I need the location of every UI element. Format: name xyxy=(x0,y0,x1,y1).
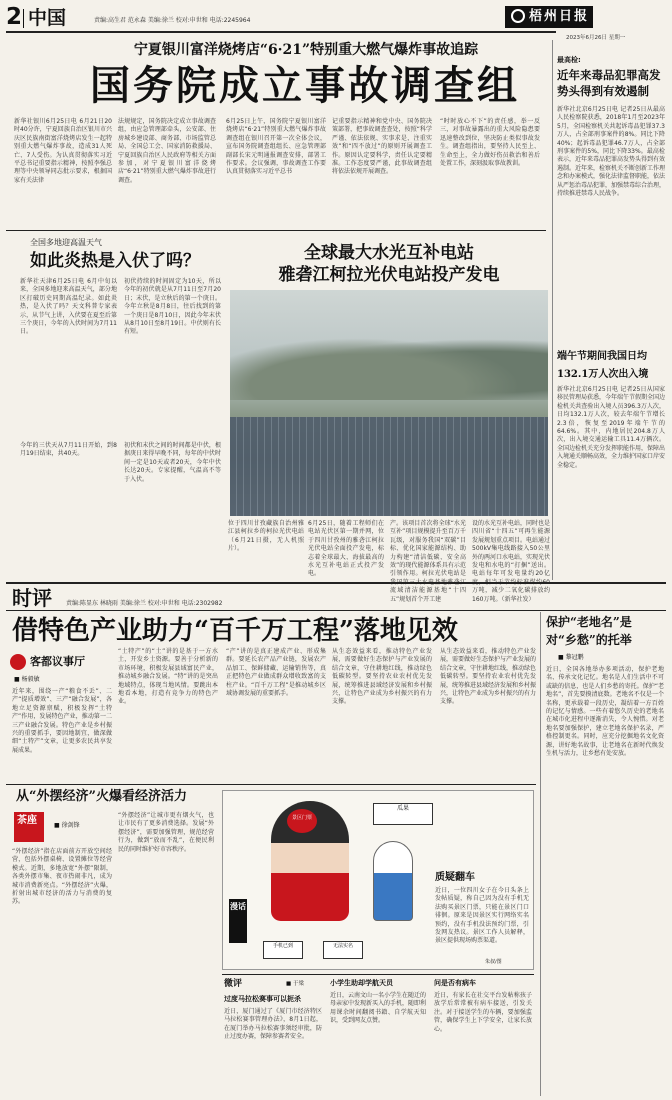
weiping-title: 过度马拉松赛事可以扼杀 xyxy=(224,994,301,1003)
lead-col2: 法规规定，国务院决定成立事故调查组，由应急管理部牵头，公安部、住房城乡建设部、商务部、市场监管总局、全国总工会、国家消防救援局、宁夏回族自治区人民政府等相关方面参加，对宁夏银川富洋烧烤店“6·21”特别重大燃气爆炸事故进行调查。 xyxy=(118,118,216,184)
essay-col4: 从生态效益来看，推动特色产业发展，需要做好生态保护与产业发展的结合文章，守住耕地红线，推动绿色低碳转型。要坚持农业农村优先发展，统筹推进县域经济发展和乡村振兴，让特色产业成为乡村振兴的有力支撑。 xyxy=(332,648,432,706)
right-title-2: 势头得到有效遏制 xyxy=(557,84,649,98)
section-name: 中国 xyxy=(28,7,67,29)
divider xyxy=(6,230,546,231)
teahouse-badge xyxy=(14,812,44,842)
side-author: ■ 黎冠鹏 xyxy=(558,654,584,661)
comic-box-2: 无法实名 xyxy=(323,941,363,959)
hydro-title-1: 全球最大水光互补电站 xyxy=(304,243,474,263)
bottom-essay-1: “外摆经济”指在店面前方开放空间经营，包括外摆桌椅、设置摊位等经营模式。近期，多地放宽“外摆”限制，各类外摆市集、夜市热闹非凡，成为城市消费新亮点。“外摆经济”火爆，折射出城市经济的活力与消费的复苏。 xyxy=(12,848,112,906)
right-title-3: 端午节期间我国日均 xyxy=(557,351,647,362)
section-rule xyxy=(6,582,666,584)
divider xyxy=(6,784,536,785)
section-rule xyxy=(6,610,666,611)
weiping-author: ■ 于梁 xyxy=(286,981,304,987)
brief-b-title: 问是否有病车 xyxy=(434,978,476,987)
bottom-kicker: 从“外摆经济”火爆看经济活力 xyxy=(16,789,187,804)
column-brand-name: 客都议事厅 xyxy=(30,655,85,668)
hydro-col-c: 设的水光互补电站，同时也是四川省“十四五”可再生能源发展规划重点项目。电站通过500kV集电线路接入50公里外的两河口水电站，实现光伏发电和水电的“打捆”送出。电站每年可发电量约20亿 万吨，减少二氧化碳排放约160万吨。（新华社发） xyxy=(472,520,551,603)
divider xyxy=(23,9,24,28)
right-column xyxy=(557,40,667,580)
essay-col2: “土特产”的“土”讲的是基于一方水土，开发乡土资源。要善于分析新的市场环境，积极发展县域富民产业，推动城乡融合发展。“特”讲的是突出地域特点，体现当地风情。要跳出本地看本地，打造有竞争力的特色产业。 xyxy=(118,648,218,706)
lower-headline: 借特色产业助力“百千万工程”落地见效 xyxy=(12,616,458,646)
comic-tag: 漫话 xyxy=(229,899,247,943)
brief-a-title: 小学生助却学航天员 xyxy=(330,978,393,987)
weather-col2: 初伏持续的时间固定为10天，所以今年的初伏就是从7月11日至7月20日；末伏，是立秋后的第一个庚日。今年立秋是8月8日，往后找到的第一个庚日是8月10日，因此今年末伏从8月10日至8月19日。中伏则有长有短。 xyxy=(124,278,221,336)
paper-name: 梧州日报 xyxy=(529,9,590,24)
page-section-header xyxy=(6,6,78,30)
mountain-shape xyxy=(230,330,548,400)
hydro-col-a: 6月25日，随着工程师们在电站光伏区第一期并网，位于四川甘孜州的雅砻江柯拉光伏电站全面投产发电，标志着全球最大、海拔最高的水光互补电站正式投产发电。 xyxy=(308,520,384,578)
column-brand xyxy=(10,652,110,672)
lead-col1: 新华社银川6月25日电 6月21日20时40分许，宁夏回族自治区银川市兴庆区民族南街富洋烧烤店发生一起特别重大燃气爆炸事故，造成31人死亡、7人受伤。为认真贯彻落实习近平总书记重要指示精神，按照李强总理等中央领导同志批示要求，根据国家有关法律 xyxy=(14,118,112,184)
brief-a xyxy=(330,978,428,1096)
column-divider xyxy=(552,40,553,580)
side-title-1: 保护“老地名”是 xyxy=(546,615,632,629)
solar-plant-photo xyxy=(230,290,548,516)
doctor-figure xyxy=(373,841,413,921)
editor-credits: 责编:高生君 范永森 美编:徐兰 校对:申世和 电话:2245964 xyxy=(94,17,251,24)
lead-col3: 6月25日上午，国务院宁夏银川富洋烧烤店“6·21”特别重大燃气爆炸事故调查组在银川召开第一次全体会议，宣布国务院调查组组长、应急管理部副部长宋元明通报调查安排，部署工作要求。会议强调，事故调查工作要认真贯彻落实习近平总书 xyxy=(226,118,326,176)
weather-col3: 今年的三伏天从7月11日开始，到8月19日结束，共40天。 xyxy=(20,442,117,458)
divider xyxy=(222,974,534,975)
weather-col1: 新华社天津6月25日电 6月中旬以来，全国多地迎来高温天气，部分地区打破历史同期高温纪录。如此炎热，是入伏了吗？天文科普专家表示，从节气上讲，入伏要在夏至后第三个庚日，今年的入伏时间为7月11日。 xyxy=(20,278,117,336)
lead-col5: “时时放心不下”的责任感，举一反三，对事故暴露出的重大风险隐患要迅速整改到位，坚决防止类似事故发生。调查组指出，要坚持人民至上、生命至上，全力做好伤员救治和善后处置工作，深刻汲取事故教训。 xyxy=(440,118,540,168)
comic-bubble-1: 景区门票 xyxy=(287,809,317,833)
essay-col5: 从生态效益来看，推动特色产业发展，需要做好生态保护与产业发展的结合文章，守住耕地红线，推动绿色低碳转型。要坚持农业农村优先发展，统筹推进县域经济发展和乡村振兴，让特色产业成为乡村振兴的有力支撑。 xyxy=(440,648,537,706)
column-divider xyxy=(540,612,541,1096)
weather-title: 如此炎热是入伏了吗？ xyxy=(30,251,200,271)
comic-panel xyxy=(222,790,534,970)
brief-a-body: 近日，云南文山一名小学生在随迁的母亲家中发现新买入的手机，随即利用课余时间翻阅书籍、自学航天知识，受到网友点赞。 xyxy=(330,992,427,1025)
essay-author: ■ 杨毅敏 xyxy=(14,676,40,683)
essay-col1: 近年来，围绕一产“粮食不丢”、二产“提质增效”、三产“融合发展”，各地立足资源禀赋，积极发挥“土特产”作用，发展特色产业，推动第一二三产业融合发展。特色产业是乡村振兴的重要抓手，要因地制宜，做深做细“土特产”文章，让更多农民共享发展成果。 xyxy=(12,688,112,754)
weiping-label: 微评 xyxy=(224,979,243,989)
comic-title: 质疑翻车 xyxy=(435,872,475,883)
weather-col4: 初伏和末伏之间的时间都是中伏，根据庚日来得早晚不同，每年的中伏时间一定是10天或者20天，今年中伏长达20天。专家提醒，气温高不等于入伏。 xyxy=(124,442,221,483)
masthead-rule xyxy=(6,31,556,33)
logo-icon xyxy=(511,9,525,23)
comic-author: 朱叔/图 xyxy=(485,959,502,965)
hydro-caption: 位于四川甘孜藏族自治州雅江县柯拉乡的柯拉光伏电站（6月21日摄，无人机照片）。 xyxy=(228,520,304,553)
right-body-2: 新华社北京6月25日电 记者25日从国家移民管理局获悉，今年端午节假期全国边检机关共查验出入境人员396.3万人次，日均132.1万人次，较去年端午节增长2.3倍，恢复至2019年端午节的64.6%。其中，内地居民204.8万人次，出入境交通运输工具11.4万辆次。全国边检机关充分发挥职能作用，保障出入境通关顺畅高效，全力维护国家口岸安全稳定。 xyxy=(557,386,666,469)
lead-title: 国务院成立事故调查组 xyxy=(90,62,520,109)
weiping-body: 近日，厦门通过了《厦门市经济特区马拉松赛事管理办法》，8月1日起，在厦门举办马拉松赛事须经审批，防止过度办赛，保障参赛者安全。 xyxy=(224,1008,322,1041)
micro-commentary xyxy=(224,978,324,1096)
bottom-essay-2: “外摆经济”让城市更有烟火气，也让市民有了更多消费选择。发展“外摆经济”，需要加强管理，规范经营行为，做到“放而不乱”，在便民利民的同时维护好市容秩序。 xyxy=(118,812,214,853)
lead-subtitle: 宁夏银川富洋烧烤店“6·21”特别重大燃气爆炸事故追踪 xyxy=(133,42,479,58)
right-tag: 最高检: xyxy=(557,56,581,64)
column-badge-icon xyxy=(10,654,26,670)
weather-kicker: 全国多地迎高温天气 xyxy=(30,238,102,247)
lower-section-name: 时评 xyxy=(12,586,52,610)
weather-story xyxy=(6,234,224,534)
right-title-1: 近年来毒品犯罪高发 xyxy=(557,68,661,82)
comic-sign: 瓜果 xyxy=(373,803,433,825)
right-title-4: 132.1万人次出入境 xyxy=(557,369,649,380)
comic-box-1: 手机已到 xyxy=(263,941,303,959)
bottom-author: ■ 徐剑锋 xyxy=(54,822,80,829)
hydro-story xyxy=(228,234,551,603)
hydro-col-b: 产。该项目首次将全球“水光互补”项目规模提升至百万千瓦级，对服务我国“双碳”目标、优化国家能源结构、助力构建“清洁低碳、安全高效”的现代能源体系具有示范引领作用。柯拉光伏电站是 流域清洁能源基地“十四五”规划首个开工建 xyxy=(390,520,466,603)
lower-editor-credits: 责编:陈显东 林晓雨 美编:徐兰 校对:申世和 电话:2302982 xyxy=(66,600,223,607)
comic-body: 近日，一位四川女子在今日头条上发帖质疑，称自己因为没有手机无法购买景区门票，只能在景区门口徘徊。原来是因景区实行网络实名预约，没有手机没法预约门票，引发网友热议。景区工作人员解释，景区提供现场购票渠道。 xyxy=(435,887,529,945)
brief-b-body: 近日，有家长在社交平台发帖称孩子放学后常常被有病车接送，引发关注。对于接送学生的车辆，要加强监管，确保学生上下学安全，让家长放心。 xyxy=(434,992,532,1033)
side-body: 近日，全国各地举办多项活动，保护老地名、传承文化记忆。地名是人们生活中不可或缺的信息，也是人们乡愁的寄托。保护“老地名”，首先要摸清底数。老地名不仅是一个名称，更承载着一段历史，凝结着一方百姓的记忆与情感。一些有着悠久历史的老地名在城市化进程中逐渐消失，令人惋惜。对老地名要加强保护，建立老地名保护名录，严格控制更名。同时，应充分挖掘地名文化资源，讲好地名故事，让老地名在新时代焕发生机与活力，让乡愁有处安放。 xyxy=(546,666,664,758)
teahouse-label: 茶座 xyxy=(17,815,37,826)
side-title-2: 对“乡愁”的托举 xyxy=(546,633,632,647)
solar-panels xyxy=(230,417,548,516)
lead-col4: 记重要指示精神和党中央、国务院决策部署，把事故调查查处，按照“科学严谨、依法依规、实事求是、注重实效”和“四不放过”的原则开展调查工作。原因认定要科学，责任认定要精准。工作态度要严谨，此事故调查组将依法依规开展调查。 xyxy=(332,118,432,176)
page-number: 2 xyxy=(6,4,23,30)
hydro-title-2: 雅砻江柯拉光伏电站投产发电 xyxy=(278,265,500,285)
right-body-1: 新华社北京6月25日电 记者25日从最高人民检察院获悉，2018年1月至2023年5月，全国检察机关共起诉毒品犯罪37.3万人，占全部刑事案件的8%。同比下降40%；起诉毒品犯罪46.7万人，占全部刑事案件的5%，同比下降33%。最高检表示，近年来毒品犯罪高发势头得到有效遏制。近年来，检察机关不断创新工作理念和办案模式，强化法律监督职能，依法从严惩治毒品犯罪，加强禁毒综合治理，持续推进禁毒人民战争。 xyxy=(557,106,666,198)
essay-col3: “产”讲的是真正建成产业、形成集群。要延长农产品产业链，发展农产品加工、保鲜储藏、运输销售等，真正把特色产业做成群众增收致富的支柱产业。“百千万工程”是推动城乡区域协调发展的重要抓手。 xyxy=(226,648,326,698)
brief-b xyxy=(434,978,534,1096)
masthead-logo xyxy=(505,6,593,28)
issue-date: 2023年6月26日 星期一 xyxy=(566,35,626,41)
